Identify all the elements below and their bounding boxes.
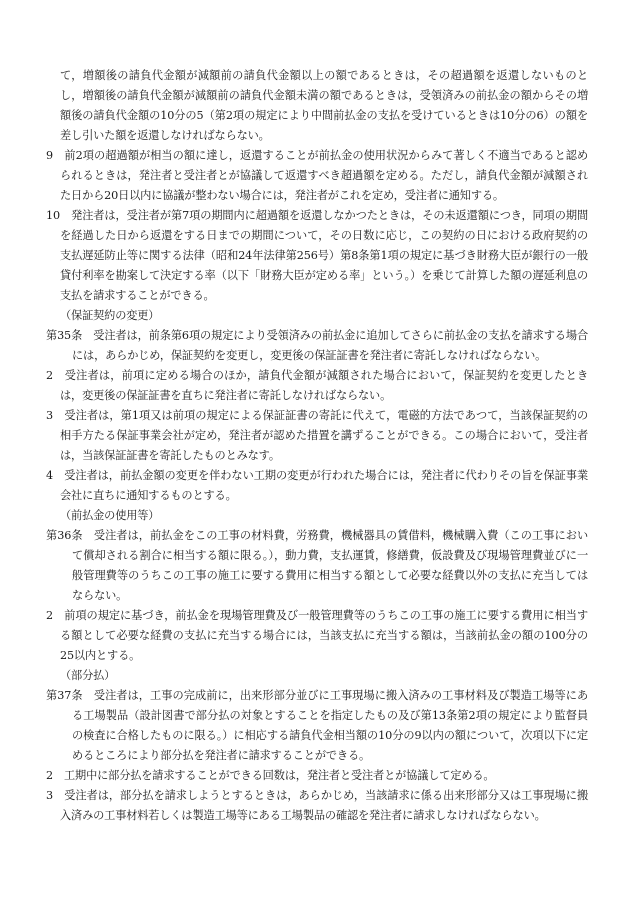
paragraph-item-10: 10 発注者は，受注者が第7項の期間内に超過額を返還しなかつたときは，その未返還額につき，同項の期間を経過した日から返還をする日までの期間について，その日数に応じ，この契約の日における政府契約の支払遅延防止等に関する法律（昭和24年法律第256号）第8条第1項の規定に基づき財務大臣が銀行の一般貸付利率を勘案して決定する率（以下「財務大臣が定める率」という。）を乗じて計算した額の遅延利息の支払を請求することができる。 bbox=[46, 209, 588, 302]
article-37-item-2: 2 工期中に部分払を請求することができる回数は，発注者と受注者とが協議して定める。 bbox=[46, 769, 495, 782]
article-37-item-3: 3 受注者は，部分払を請求しようとするときは，あらかじめ，当該請求に係る出来形部分又は工事現場に搬入済みの工事材料若しくは製造工場等にある工場製品の確認を発注者に請求しなければならない。 bbox=[46, 789, 588, 822]
article-heading-partial-payment: （部分払） bbox=[60, 669, 116, 682]
article-35-item-4: 4 受注者は，前払金額の変更を伴わない工期の変更が行われた場合には，発注者に代わりその旨を保証事業会社に直ちに通知するものとする。 bbox=[46, 469, 588, 502]
paragraph-item-9: 9 前2項の超過額が相当の額に達し，返還することが前払金の使用状況からみて著しく不適当であると認められるときは，発注者と受注者とが協議して返還すべき超過額を定める。ただし，請負代金額が減額された日から20日以内に協議が整わない場合には，発注者がこれを定め，受注者に通知する。 bbox=[46, 149, 588, 202]
paragraph-continuation: て，増額後の請負代金額が減額前の請負代金額以上の額であるときは，その超過額を返還しないものとし，増額後の請負代金額が減額前の請負代金額未満の額であるときは，受領済みの前払金の額からその増額後の請負代金額の10分の5（第2項の規定により中間前払金の支払を受けているときは10分の6）の額を差し引いた額を返還しなければならない。 bbox=[60, 69, 588, 142]
article-36-item-2: 2 前項の規定に基づき，前払金を現場管理費及び一般管理費等のうちこの工事の施工に要する費用に相当する額として必要な経費の支払に充当する場合には，当該支払に充当する額は，当該前払金の額の100分の25以内とする。 bbox=[46, 609, 588, 662]
article-37: 第37条 受注者は，工事の完成前に，出来形部分並びに工事現場に搬入済みの工事材料及び製造工場等にある工場製品（設計図書で部分払の対象とすることを指定したもの及び第13条第2項の規定により監督員の検査に合格したものに限る。）に相応する請負代金相当額の10分の9以内の額について，次項以下に定めるところにより部分払を発注者に請求することができる。 bbox=[46, 689, 588, 762]
article-35: 第35条 受注者は，前条第6項の規定により受領済みの前払金に追加してさらに前払金の支払を請求する場合には，あらかじめ，保証契約を変更し，変更後の保証証書を発注者に寄託しなければならない。 bbox=[46, 329, 588, 362]
article-heading-guarantee-change: （保証契約の変更） bbox=[60, 309, 160, 322]
article-heading-advance-use: （前払金の使用等） bbox=[60, 509, 160, 522]
document-body bbox=[46, 66, 588, 826]
article-36: 第36条 受注者は，前払金をこの工事の材料費，労務費，機械器具の賃借料，機械購入費（この工事において償却される割合に相当する額に限る。），動力費，支払運賃，修繕費，仮設費及び現場管理費並びに一般管理費等のうちこの工事の施工に要する費用に相当する額として必要な経費以外の支払に充当してはならない。 bbox=[46, 529, 588, 602]
article-35-item-2: 2 受注者は，前項に定める場合のほか，請負代金額が減額された場合において，保証契約を変更したときは，変更後の保証証書を直ちに発注者に寄託しなければならない。 bbox=[46, 369, 588, 402]
article-35-item-3: 3 受注者は，第1項又は前項の規定による保証証書の寄託に代えて，電磁的方法であつて，当該保証契約の相手方たる保証事業会社が定め，発注者が認めた措置を講ずることができる。この場合において，受注者は，当該保証証書を寄託したものとみなす。 bbox=[46, 409, 588, 462]
